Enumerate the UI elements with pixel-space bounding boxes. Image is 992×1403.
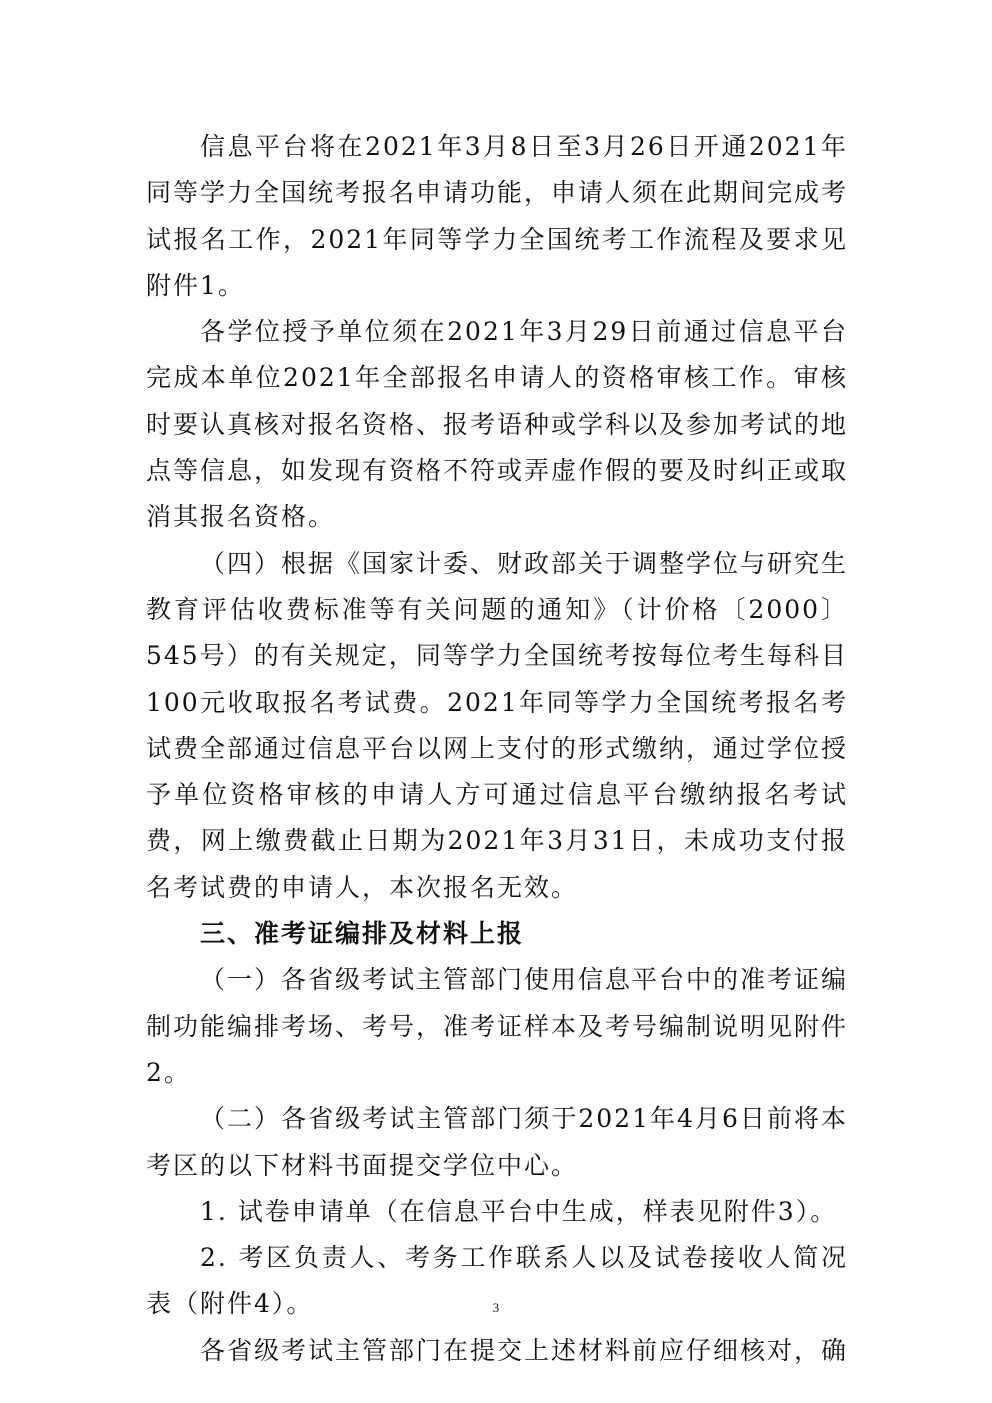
paragraph-admission-ticket-arrangement: （一）各省级考试主管部门使用信息平台中的准考证编制功能编排考场、考号，准考证样本及考号编制说明见附件2。 (146, 965, 849, 1087)
list-item-contact-info-form: 2. 考区负责人、考务工作联系人以及试卷接收人简况表（附件4）。 (146, 1243, 848, 1319)
page-number: 3 (492, 1300, 500, 1315)
paragraph-materials-submission: （二）各省级考试主管部门须于2021年4月6日前将本考区的以下材料书面提交学位中心。 (146, 1104, 848, 1180)
list-item-exam-paper-application: 1. 试卷申请单（在信息平台中生成，样表见附件3）。 (200, 1196, 838, 1226)
paragraph-fee-policy: （四）根据《国家计委、财政部关于调整学位与研究生教育评估收费标准等有关问题的通知》（计价格〔2000〕545号）的有关规定，同等学力全国统考按每位考生每科目100元收取报名考试费。2021年同等学力全国统考报名考试费全部通过信息平台以网上支付的形式缴纳，通过学位授予单位资格审核的申请人方可通过信息平台缴纳报名考试费，网上缴费截止日期为2021年3月31日，未成功支付报名考试费的申请人，本次报名无效。 (146, 548, 849, 902)
paragraph-verification-note: 各省级考试主管部门在提交上述材料前应仔细核对，确 (200, 1335, 849, 1365)
paragraph-qualification-review: 各学位授予单位须在2021年3月29日前通过信息平台完成本单位2021年全部报名申请人的资格审核工作。审核时要认真核对报名资格、报考语种或学科以及参加考试的地点等信息，如发现有资格不符或弄虚作假的要及时纠正或取消其报名资格。 (146, 317, 849, 532)
section-heading-admission-ticket: 三、准考证编排及材料上报 (200, 919, 525, 949)
document-body (146, 124, 848, 1374)
paragraph-registration-period: 信息平台将在2021年3月8日至3月26日开通2021年同等学力全国统考报名申请功能，申请人须在此期间完成考试报名工作，2021年同等学力全国统考工作流程及要求见附件1。 (146, 132, 849, 300)
